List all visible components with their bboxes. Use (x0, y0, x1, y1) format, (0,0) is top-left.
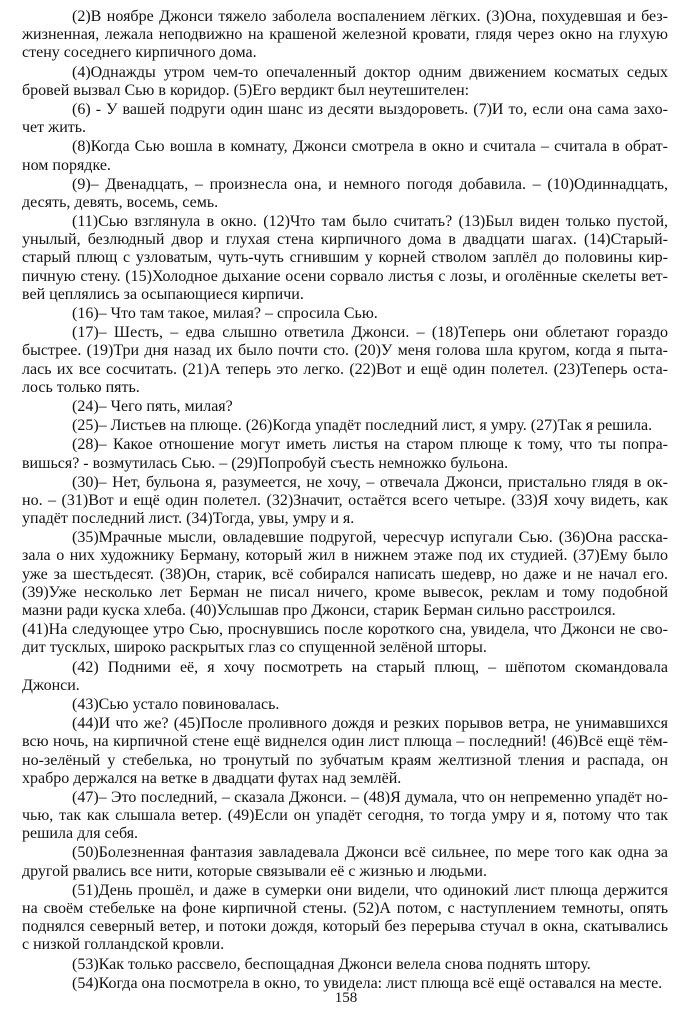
paragraph (22, 305, 668, 323)
paragraph (22, 529, 668, 620)
text-line: (30)– Нет, бульона я, разумеется, не хочу, – отвечала Джонси, пристально глядя в ок- (72, 473, 668, 491)
text-line: Джонси. (22, 676, 80, 694)
text-line: лось только пять. (22, 378, 140, 396)
text-line: десять, девять, восемь, семь. (22, 193, 219, 211)
paragraph (22, 101, 668, 137)
text-line: решила для себя. (22, 825, 139, 843)
paragraph (22, 659, 668, 695)
text-line: пичную стену. (15)Холодное дыхание осени сорвало листья с лозы, и оголённые скелеты вет- (22, 267, 668, 285)
paragraph (22, 715, 668, 788)
paragraph (22, 474, 668, 529)
paragraph (22, 324, 668, 397)
text-line: чет жить. (22, 119, 87, 137)
paragraph (22, 176, 668, 212)
text-line: (54)Когда она посмотрела в окно, то увидела: лист плюща всё ещё оставался на месте. (72, 974, 663, 992)
paragraph (22, 621, 668, 657)
text-line: (51)День прошёл, и даже в сумерки они видели, что одинокий лист плюща держится (72, 881, 668, 899)
text-line: стену соседнего кирпичного дома. (22, 44, 257, 62)
text-line: (41)На следующее утро Сью, проснувшись после короткого сна, увидела, что Джонси не сво- (22, 621, 668, 639)
text-line: (50)Болезненная фантазия завладевала Джонси всё сильнее, по мере того как одна за (72, 844, 668, 862)
paragraph (22, 789, 668, 844)
paragraph (22, 8, 668, 63)
paragraph (22, 844, 668, 880)
text-line: (35)Мрачные мысли, овладевшие подругой, чересчур испугали Сью. (36)Она расска- (72, 529, 668, 547)
paragraph (22, 956, 668, 974)
text-line: с низкой голландской кровли. (22, 936, 225, 954)
text-line: мазни ради куска хлеба. (40)Услышав про Джонси, старик Берман сильно расстроился. (22, 602, 616, 619)
text-line: храбро держался на ветке в двадцати футах над землёй. (22, 769, 402, 787)
text-line: (6) - У вашей подруги один шанс из десяти выздороветь. (7)И то, если она сама захо- (72, 100, 668, 118)
text-line: унылый, безлюдный двор и глухая стена кирпичного дома в двадцати шагах. (14)Старый- (22, 231, 668, 249)
paragraph (22, 882, 668, 955)
text-line: (24)– Чего пять, милая? (72, 397, 233, 415)
text-line: (43)Сью устало повиновалась. (72, 695, 280, 713)
text-line: (11)Сью взглянула в окно. (12)Что там было считать? (13)Был виден только пустой, (72, 213, 668, 231)
text-line: вей цеплялись за осыпающиеся кирпичи. (22, 285, 304, 303)
text-line: другой рвались все нити, которые связывали её с жизнью и людьми. (22, 862, 487, 880)
text-line: (2)В ноябре Джонси тяжело заболела воспалением лёгких. (3)Она, похудевшая и без- (72, 8, 668, 25)
paragraph (22, 436, 668, 472)
text-line: жизненная, лежала неподвижно на крашеной железной кровати, глядя через окно на глухую (22, 26, 668, 44)
text-line: старый плющ с узловатым, чуть-чуть сгнившим у корней стволом заплёл до половины кир- (22, 249, 668, 267)
text-line: вишься? - возмутилась Сью. – (29)Попробуй съесть немножко бульона. (22, 454, 509, 472)
text-line: (28)– Какое отношение могут иметь листья на старом плюще к тому, что ты попра- (72, 436, 668, 454)
text-line: но. – (31)Вот и ещё один полетел. (32)Значит, остаётся всего четыре. (33)Я хочу видеть, как (22, 491, 668, 509)
text-line: (16)– Что там такое, милая? – спросила Сью. (72, 305, 378, 322)
text-line: но-зелёный у стебелька, но тронутый по зубчатым краям желтизной тления и распада, он (22, 751, 668, 769)
text-line: дит тусклых, широко раскрытых глаз со спущенной зелёной шторы. (22, 639, 487, 657)
page-number: 158 (334, 990, 358, 1006)
text-line: уже за шестьдесят. (38)Он, старик, всё собирался написать шедевр, но даже и не начал его. (22, 565, 668, 583)
text-line: ном порядке. (22, 156, 111, 174)
text-line: зала о них художнику Берману, который жил в нижнем этаже под их студией. (37)Ему было (22, 547, 668, 565)
text-line: (17)– Шесть, – едва слышно ответила Джонси. – (18)Теперь они облетают гораздо (72, 324, 668, 342)
paragraph (22, 213, 668, 304)
document-body (22, 8, 668, 994)
text-line: всю ночь, на кирпичной стене ещё виднелся один лист плюща – последний! (46)Всё ещё тём- (22, 733, 668, 751)
text-line: быстрее. (19)Три дня назад их было почти сто. (20)У меня голова шла кругом, когда я пыта- (22, 342, 668, 360)
text-line: (42) Подними её, я хочу посмотреть на старый плющ, – шёпотом скомандовала (72, 658, 668, 676)
text-line: лась их все сосчитать. (21)А теперь это легко. (22)Вот и ещё один полетел. (23)Теперь оста- (22, 360, 668, 378)
paragraph (22, 696, 668, 714)
text-line: (8)Когда Сью вошла в комнату, Джонси смотрела в окно и считала – считала в обрат- (72, 138, 668, 156)
paragraph (22, 398, 668, 416)
text-line: чью, так как слышала ветер. (49)Если он упадёт сегодня, то тогда умру и я, потому что так (22, 807, 668, 825)
paragraph (22, 417, 668, 435)
text-line: (53)Как только рассвело, беспощадная Джонси велела снова поднять штору. (72, 955, 591, 973)
text-line: упадёт последний лист. (34)Тогда, увы, умру и я. (22, 510, 355, 528)
text-line: (47)– Это последний, – сказала Джонси. – (48)Я думала, что он непременно упадёт но- (72, 788, 668, 806)
text-line: (9)– Двенадцать, – произнесла она, и немного погодя добавила. – (10)Одиннадцать, (72, 175, 668, 193)
text-line: (25)– Листьев на плюще. (26)Когда упадёт последний лист, я умру. (27)Так я решила. (72, 417, 653, 435)
text-line: бровей вызвал Сью в коридор. (5)Его вердикт был неутешителен: (22, 81, 470, 99)
text-line: на своём стебельке на фоне кирпичной стены. (52)А потом, с наступлением темноты, опять (22, 900, 668, 917)
paragraph (22, 64, 668, 100)
text-line: (44)И что же? (45)После проливного дождя и резких порывов ветра, не унимавшихся (72, 715, 668, 733)
text-line: поднялся северный ветер, и потоки дождя, который без перерыва стучал в окна, скатывались (22, 918, 668, 936)
paragraph (22, 138, 668, 174)
text-line: (4)Однажды утром чем-то опечаленный доктор одним движением косматых седых (72, 63, 668, 81)
text-line: (39)Уже несколько лет Берман не писал ничего, кроме вывесок, реклам и тому подобной (22, 583, 668, 601)
